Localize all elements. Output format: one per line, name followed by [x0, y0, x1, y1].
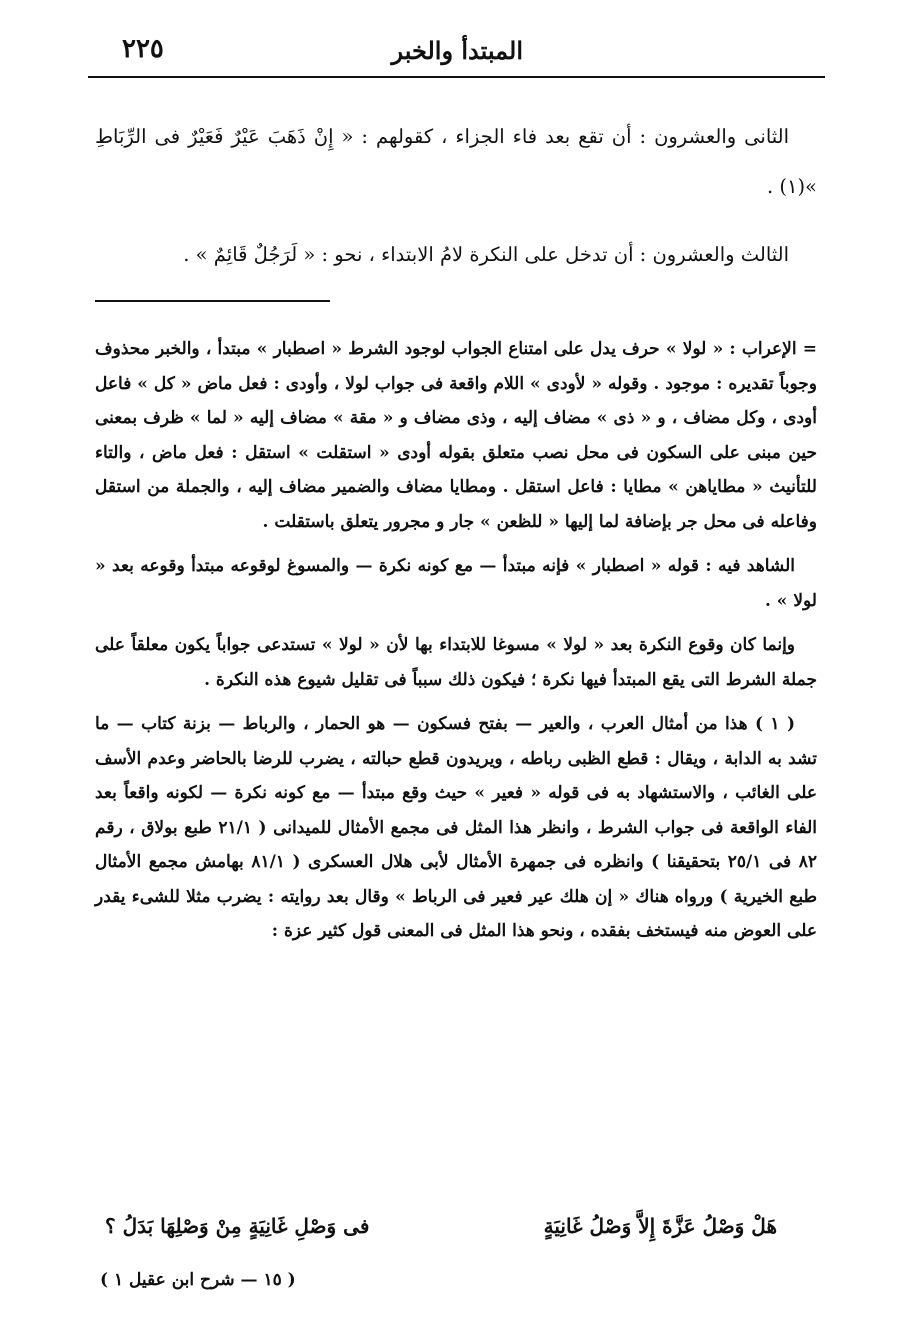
main-paragraph-1: الثانى والعشرون : أن تقع بعد فاء الجزاء ، كقولهم : « إِنْ ذَهَبَ عَيْرٌ فَعَيْرٌ فى الرِّبَاطِ »(١) .	[95, 125, 817, 198]
printer-signature: ( ١٥ — شرح ابن عقيل ١ )	[100, 1270, 296, 1290]
footnotes-section	[95, 332, 817, 959]
verse-hemistich-first: هَلْ وَصْلُ عَزَّةَ إِلاَّ وَصْلُ غَانِيَةٍ	[543, 1214, 777, 1238]
footnote-grammar-analysis: = الإعراب : « لولا » حرف يدل على امتناع الجواب لوجود الشرط « اصطبار » مبتدأ ، والخبر محذوف وجوباً تقديره : موجود . وقوله « لأودى » اللام واقعة فى جواب لولا ، وأودى : فعل ماض « كل » فاعل أودى ، وكل مضاف ، و « ذى » مضاف إليه ، وذى مضاف و « مقة » مضاف إليه « لما » ظرف بمعنى حين مبنى على السكون فى محل نصب متعلق بقوله أودى « استقلت » استقل : فعل ماض ، والتاء للتأنيث « مطاياهن » مطايا : فاعل استقل . ومطايا مضاف والضمير مضاف إليه ، والجملة من استقل وفاعله فى محل جر بإضافة لما إليها « للظعن » جار و مجرور يتعلق باستقلت .	[95, 339, 817, 532]
footnote-divider	[95, 300, 330, 302]
main-text	[95, 112, 817, 298]
running-title: المبتدأ والخبر	[391, 36, 523, 65]
verse-hemistich-second: فى وَصْلِ غَانِيَةٍ مِنْ وَصْلِهَا بَدَلُ ؟	[105, 1214, 370, 1238]
page-number: ٢٢٥	[122, 34, 164, 64]
footnote-evidence: الشاهد فيه : قوله « اصطبار » فإنه مبتدأ — مع كونه نكرة — والمسوغ لوقوعه مبتدأ وقوعه بعد « لولا » .	[95, 556, 817, 611]
footnote-explanation: وإنما كان وقوع النكرة بعد « لولا » مسوغا للابتداء بها لأن « لولا » تستدعى جواباً يكون معلقاً على جملة الشرط التى يقع المبتدأ فيها نكرة ؛ فيكون ذلك سبباً فى تقليل شيوع هذه النكرة .	[95, 635, 817, 690]
poetry-verse	[95, 1214, 817, 1254]
footnote-1: ( ١ ) هذا من أمثال العرب ، والعير — بفتح فسكون — هو الحمار ، والرباط — بزنة كتاب — ما تشد به الدابة ، ويقال : قطع الظبى رباطه ، ويريدون قطع حبالته ، يضرب للرضا بالحاضر وعدم الأسف على الغائب ، والاستشهاد به فى قوله « فعير » حيث وقع مبتدأ — مع كونه نكرة — لكونه واقعاً بعد الفاء الواقعة فى جواب الشرط ، وانظر هذا المثل فى مجمع الأمثال للميدانى ( ٢١/١ طبع بولاق ، رقم ٨٢ فى ٢٥/١ بتحقيقنا ) وانظره فى جمهرة الأمثال لأبى هلال العسكرى ( ٨١/١ بهامش مجمع الأمثال طبع الخيرية ) ورواه هناك « إن هلك عير فعير فى الرباط » وقال بعد روايته : يضرب مثلا للشىء يقدر على العوض منه فيستخف بفقده ، ونحو هذا المثل فى المعنى قول كثير عزة :	[95, 714, 817, 941]
page-header	[92, 30, 823, 74]
header-divider	[88, 76, 825, 78]
main-paragraph-2: الثالث والعشرون : أن تدخل على النكرة لامُ الابتداء ، نحو : « لَرَجُلٌ قَائِمٌ » .	[183, 243, 789, 266]
